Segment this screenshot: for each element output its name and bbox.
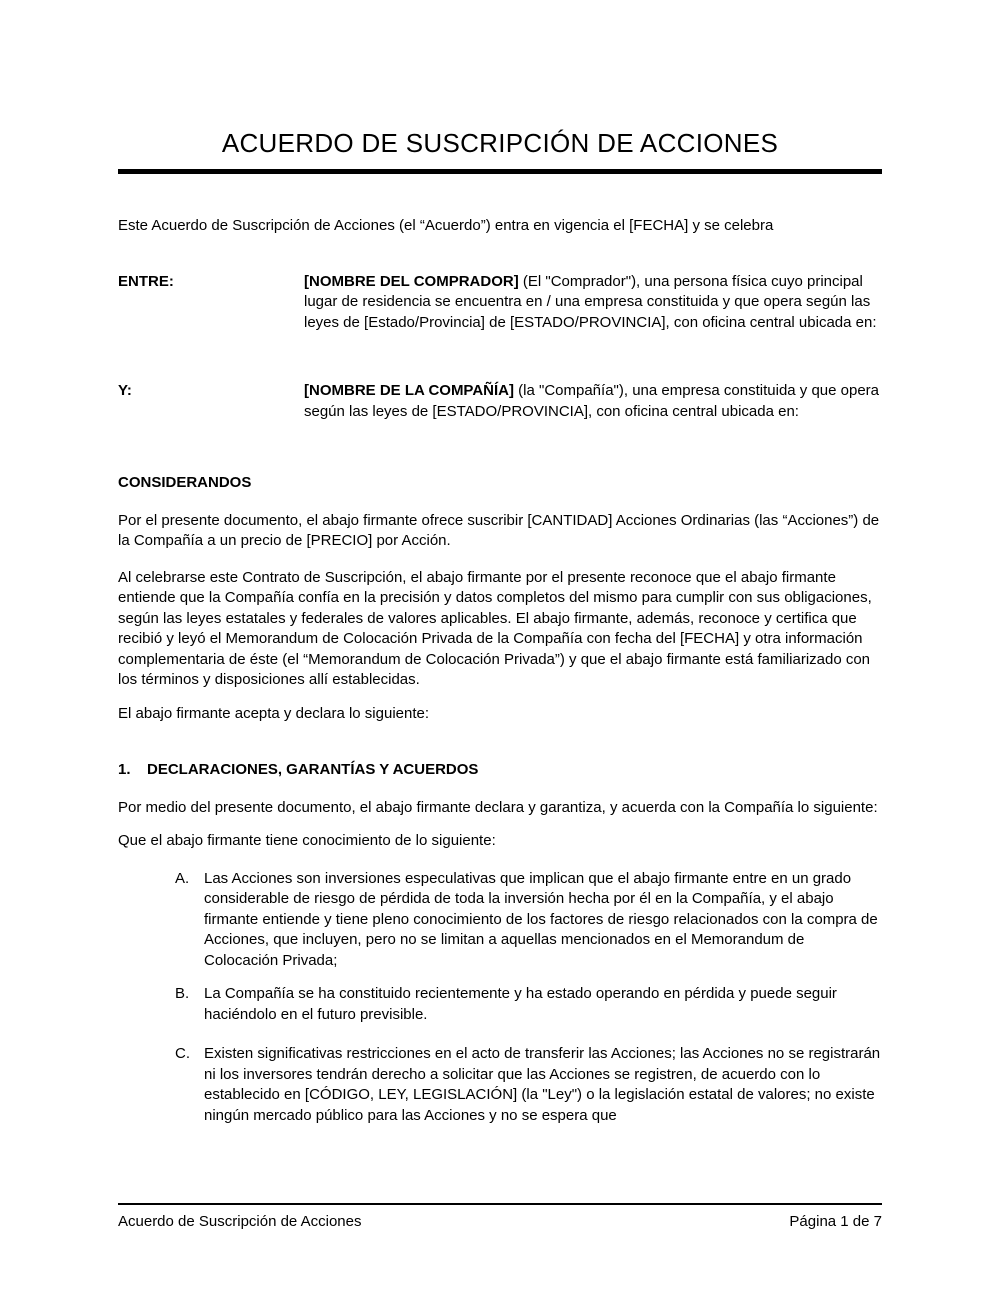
recital-paragraph-1: Por el presente documento, el abajo firmante ofrece suscribir [CANTIDAD] Acciones Ordinarias (las “Acciones”) de la Compañía a un precio de [PRECIO] por Acción. [118,511,880,549]
company-name-placeholder: [NOMBRE DE LA COMPAÑÍA] [304,382,514,399]
list-item-a [118,869,882,972]
section-1-paragraph-2: Que el abajo firmante tiene conocimiento de lo siguiente: [118,832,496,849]
buyer-description: (El "Comprador"), una persona física cuyo principal lugar de residencia se encuentra en / una empresa constituida y que opera según las leyes de [Estado/Provincia] de [ESTADO/PROVINCIA], con oficina central ubicada en: [304,272,877,331]
list-item-c [118,1044,882,1126]
title-rule-divider [118,169,882,174]
list-item-b-letter: B. [175,985,190,1002]
acceptance-paragraph: El abajo firmante acepta y declara lo siguiente: [118,704,430,722]
party-text-company [304,381,882,422]
recital-paragraph-2: Al celebrarse este Contrato de Suscripción, el abajo firmante por el presente reconoce que el abajo firmante entiende que la Compañía confía en la precisión y datos completos del mismo para cumplir con sus obligaciones, según las leyes estatales y federales de valores aplicables. El abajo firmante, además, reconoce y certifica que recibió y leyó el Memorandum de Colocación Privada de la Compañía con fecha del [FECHA] y otra información complementaria de éste (el “Memorandum de Colocación Privada”) y que el abajo firmante está familiarizado con los términos y disposiciones allí establecidas. [118,568,872,688]
list-item-a-text: Las Acciones son inversiones especulativas que implican que el abajo firmante entre en un grado considerable de riesgo de pérdida de toda la inversión hecha por él en la Compañía, y el abajo firmante entiende y tiene pleno conocimiento de los factores de riesgo relacionados con la compra de Acciones, que incluyen, pero no se limitan a aquellas mencionados en el Memorandum de Colocación Privada; [204,869,878,969]
footer-page-number: Página 1 de 7 [789,1213,882,1230]
list-item-b [118,984,882,1025]
party-label-entre: ENTRE: [118,272,174,290]
page-title: ACUERDO DE SUSCRIPCIÓN DE ACCIONES [221,128,779,158]
list-item-a-letter: A. [175,869,190,887]
section-1-paragraph-1: Por medio del presente documento, el abajo firmante declara y garantiza, y acuerda con la Compañía lo siguiente: [118,798,878,816]
party-label-y: Y: [118,382,132,399]
recitals-heading: CONSIDERANDOS [118,474,252,491]
company-description: (la "Compañía"), una empresa constituida y que opera según las leyes de [ESTADO/PROVINCIA], con oficina central ubicada en: [304,382,880,420]
page-footer [118,1203,882,1233]
section-1-heading [118,760,882,781]
list-item-c-letter: C. [175,1045,190,1062]
buyer-name-placeholder: [NOMBRE DEL COMPRADOR] [304,272,519,290]
party-text-buyer [304,272,882,334]
party-block-buyer [118,272,882,334]
list-item-b-text: La Compañía se ha constituido recientemente y ha estado operando en pérdida y puede seguir haciéndolo en el futuro previsible. [204,985,837,1023]
section-1-title: DECLARACIONES, GARANTÍAS Y ACUERDOS [147,761,479,778]
list-item-c-text: Existen significativas restricciones en el acto de transferir las Acciones; las Acciones no se registrarán ni los inversores tendrán derecho a solicitar que las Acciones se registren, de acuerdo con lo establecido en [CÓDIGO, LEY, LEGISLACIÓN] (la "Ley") o la legislación estatal de valores; no existe ningún mercado público para las Acciones y no se espera que [204,1045,881,1124]
footer-document-title: Acuerdo de Suscripción de Acciones [118,1213,362,1230]
party-block-company [118,381,882,422]
section-1-number: 1. [118,761,131,778]
intro-paragraph: Este Acuerdo de Suscripción de Acciones (el “Acuerdo”) entra en vigencia el [FECHA] y se celebra [118,217,774,234]
